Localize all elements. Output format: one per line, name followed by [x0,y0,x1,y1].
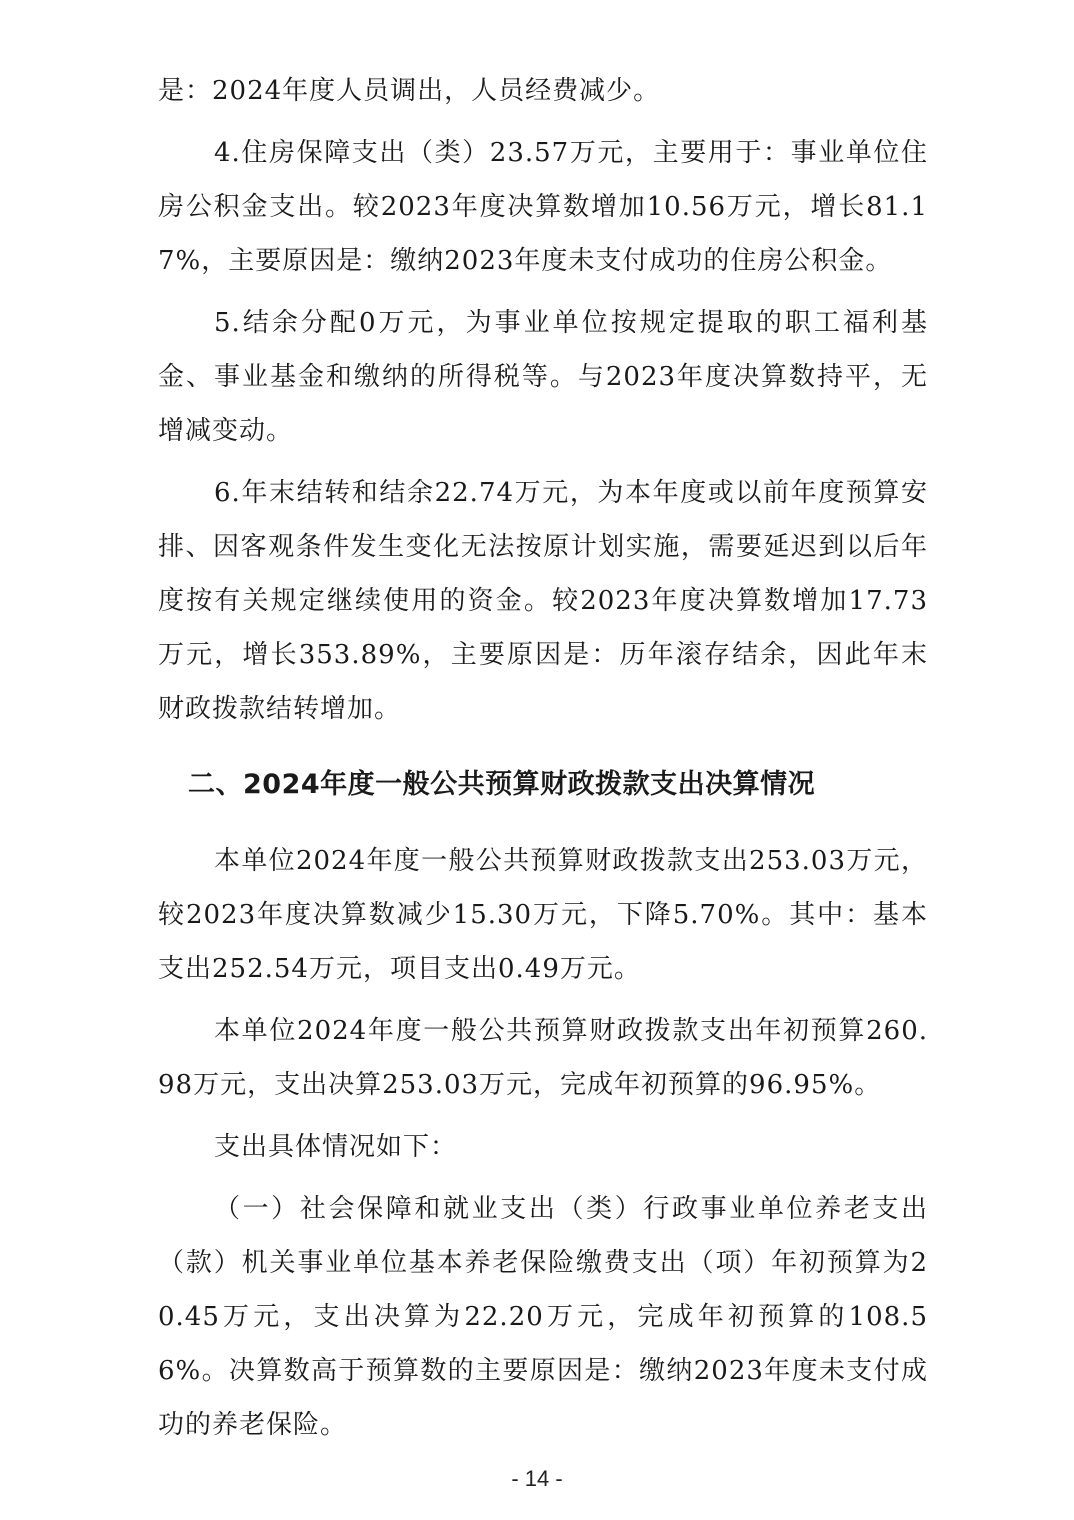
paragraph-gap [158,1112,928,1120]
document-body [158,64,928,1452]
paragraph-details-intro: 支出具体情况如下： [214,1132,458,1162]
paragraph-pension-expenditure: （一）社会保障和就业支出（类）行政事业单位养老支出（款）机关事业单位基本养老保险缴费支出（项）年初预算为20.45万元，支出决算为22.20万元，完成年初预算的108.56%。决算数高于预算数的主要原因是：缴纳2023年度未支付成功的养老保险。 [158,1194,928,1440]
paragraph-housing-expenditure: 4.住房保障支出（类）23.57万元，主要用于：事业单位住房公积金支出。较2023年度决算数增加10.56万元，增长81.17%，主要原因是：缴纳2023年度未支付成功的住房公积金。 [158,138,928,276]
paragraph-continuation: 是：2024年度人员调出，人员经费减少。 [158,76,661,106]
paragraph-gap [158,1174,928,1182]
paragraph-year-end-carryover: 6.年末结转和结余22.74万元，为本年度或以前年度预算安排、因客观条件发生变化无法按原计划实施，需要延迟到以后年度按有关规定继续使用的资金。较2023年度决算数增加17.73万元，增长353.89%，主要原因是：历年滚存结余，因此年末财政拨款结转增加。 [158,478,928,724]
paragraph-total-expenditure: 本单位2024年度一般公共预算财政拨款支出253.03万元，较2023年度决算数减少15.30万元，下降5.70%。其中：基本支出252.54万元，项目支出0.49万元。 [158,846,928,984]
paragraph-budget-completion: 本单位2024年度一般公共预算财政拨款支出年初预算260.98万元，支出决算253.03万元，完成年初预算的96.95%。 [158,1016,928,1100]
paragraph-surplus-distribution: 5.结余分配0万元，为事业单位按规定提取的职工福利基金、事业基金和缴纳的所得税等。与2023年度决算数持平，无增减变动。 [158,308,928,446]
paragraph-gap [158,118,928,126]
section-heading: 二、2024年度一般公共预算财政拨款支出决算情况 [188,769,816,800]
paragraph-gap [158,996,928,1004]
page-number: - 14 - [511,1466,563,1491]
paragraph-gap [158,288,928,296]
paragraph-gap [158,458,928,466]
